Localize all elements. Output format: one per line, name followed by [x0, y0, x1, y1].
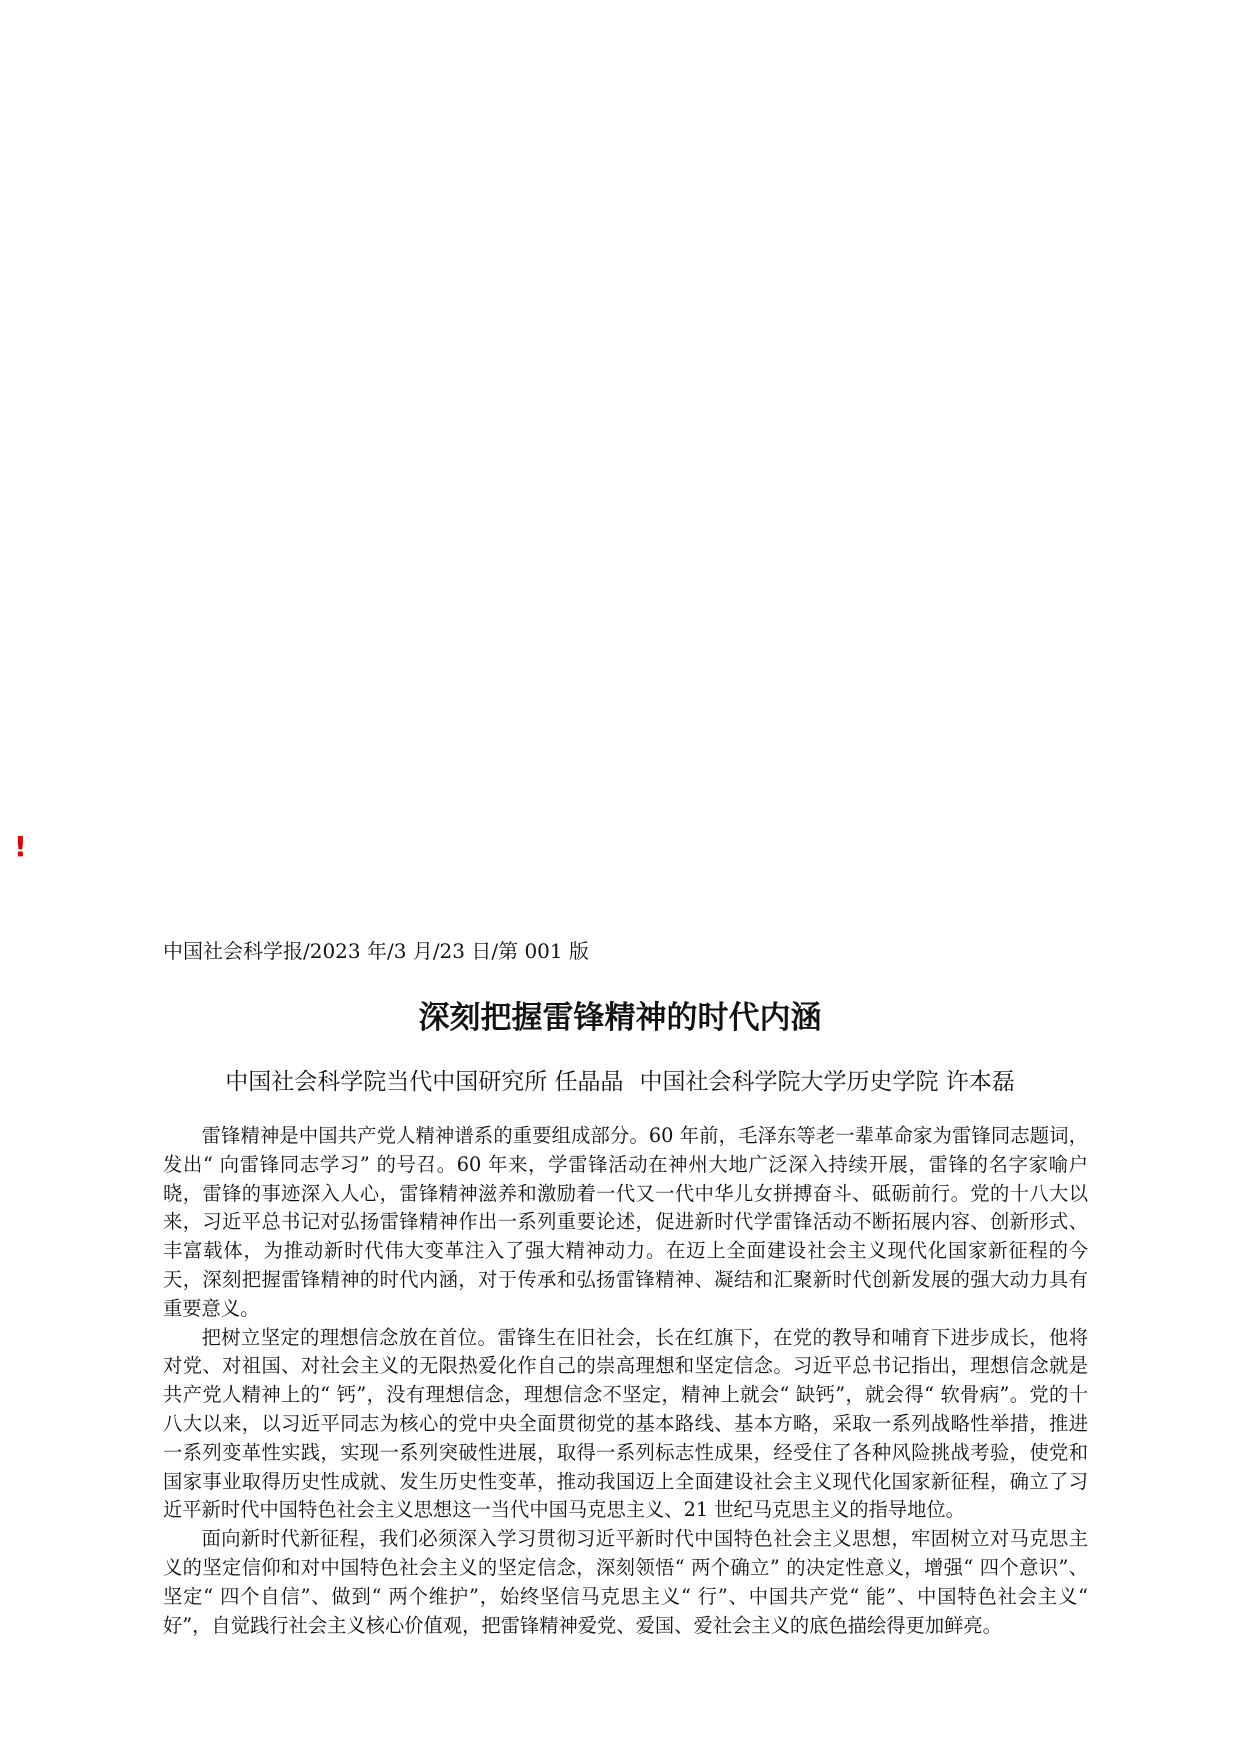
red-exclamation-mark: ! — [14, 830, 27, 863]
paragraph-ideals: 把树立坚定的理想信念放在首位。雷锋生在旧社会，长在红旗下，在党的教导和哺育下进步成长，他将对党、对祖国、对社会主义的无限热爱化作自己的崇高理想和坚定信念。习近平总书记指出，理想信念就是共产党人精神上的“ 钙”，没有理想信念，理想信念不坚定，精神上就会“ 缺钙”，就会得“ 软骨病”。党的十八大以来，以习近平同志为核心的党中央全面贯彻党的基本路线、基本方略，采取一系列战略性举措，推进一系列变革性实践，实现一系列突破性进展，取得一系列标志性成果，经受住了各种风险挑战考验，使党和国家事业取得历史性成就、发生历史性变革，推动我国迈上全面建设社会主义现代化国家新征程，确立了习近平新时代中国特色社会主义思想这一当代中国马克思主义、21 世纪马克思主义的指导地位。 — [163, 1325, 1088, 1522]
paragraph-new-era: 面向新时代新征程，我们必须深入学习贯彻习近平新时代中国特色社会主义思想，牢固树立对马克思主义的坚定信仰和对中国特色社会主义的坚定信念，深刻领悟“ 两个确立” 的决定性意义，增强“ 四个意识”、坚定“ 四个自信”、做到“ 两个维护”，始终坚信马克思主义“ 行”、中国共产党“ 能”、中国特色社会主义“ 好”，自觉践行社会主义核心价值观，把雷锋精神爱党、爱国、爱社会主义的底色描绘得更加鲜亮。 — [163, 1527, 1088, 1637]
source-citation: 中国社会科学报/2023 年/3 月/23 日/第 001 版 — [163, 939, 589, 963]
author-2: 中国社会科学院大学历史学院 许本磊 — [639, 1069, 1015, 1095]
author-1: 中国社会科学院当代中国研究所 任晶晶 — [225, 1069, 624, 1095]
paragraph-intro: 雷锋精神是中国共产党人精神谱系的重要组成部分。60 年前，毛泽东等老一辈革命家为雷锋同志题词，发出“ 向雷锋同志学习” 的号召。60 年来，学雷锋活动在神州大地广泛深入持续开展，雷锋的名字家喻户晓，雷锋的事迹深入人心，雷锋精神滋养和激励着一代又一代中华儿女拼搏奋斗、砥砺前行。党的十八大以来，习近平总书记对弘扬雷锋精神作出一系列重要论述，促进新时代学雷锋活动不断拓展内容、创新形式、丰富载体，为推动新时代伟大变革注入了强大精神动力。在迈上全面建设社会主义现代化国家新征程的今天，深刻把握雷锋精神的时代内涵，对于传承和弘扬雷锋精神、凝结和汇聚新时代创新发展的强大动力具有重要意义。 — [163, 1124, 1088, 1320]
article-body — [163, 1122, 1088, 1640]
author-line — [163, 1066, 1077, 1098]
article-title: 深刻把握雷锋精神的时代内涵 — [418, 1000, 822, 1036]
